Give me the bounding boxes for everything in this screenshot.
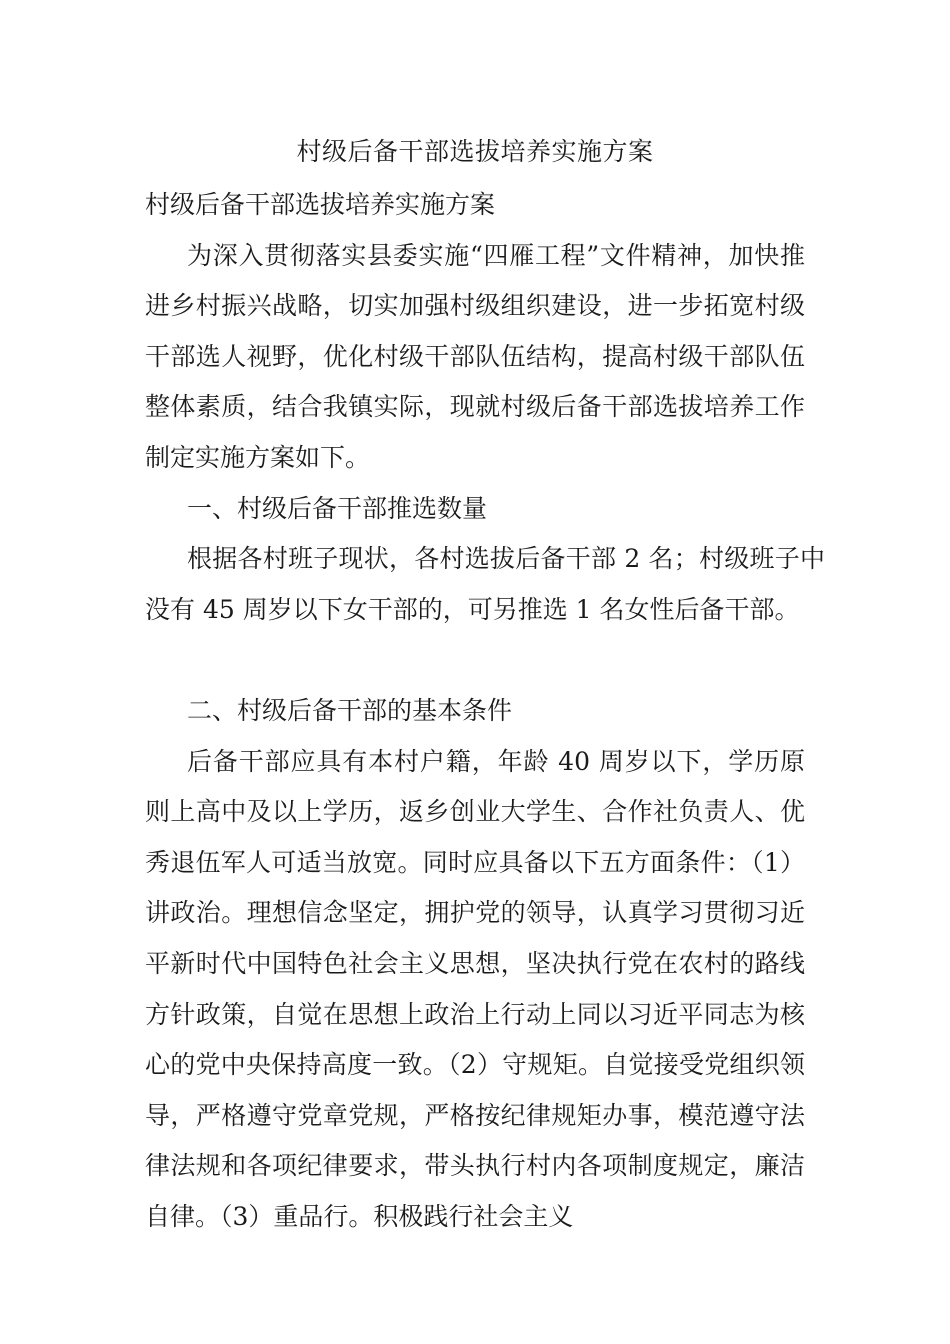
- section-heading-1: 一、村级后备干部推选数量: [187, 493, 488, 523]
- blank-line: [145, 635, 805, 686]
- document-body: [145, 180, 825, 1242]
- quantity-paragraph: 根据各村班子现状，各村选拔后备干部 2 名；村级班子中没有 45 周岁以下女干部的，可另推选 1 名女性后备干部。: [145, 544, 825, 624]
- conditions-paragraph: 后备干部应具有本村户籍，年龄 40 周岁以下，学历原则上高中及以上学历，返乡创业大学生、合作社负责人、优秀退伍军人可适当放宽。同时应具备以下五方面条件：（1）讲政治。理想信念坚定，拥护党的领导，认真学习贯彻习近平新时代中国特色社会主义思想，坚决执行党在农村的路线方针政策，自觉在思想上政治上行动上同以习近平同志为核心的党中央保持高度一致。（2）守规矩。自觉接受党组织领导，严格遵守党章党规，严格按纪律规矩办事，模范遵守法律法规和各项纪律要求，带头执行村内各项制度规定，廉洁自律。（3）重品行。积极践行社会主义: [145, 746, 805, 1231]
- document-title: 村级后备干部选拔培养实施方案: [296, 137, 654, 166]
- section-heading-2: 二、村级后备干部的基本条件: [187, 695, 513, 725]
- intro-paragraph: 为深入贯彻落实县委实施“四雁工程”文件精神，加快推进乡村振兴战略，切实加强村级组织建设，进一步拓宽村级干部选人视野，优化村级干部队伍结构，提高村级干部队伍整体素质，结合我镇实际，现就村级后备干部选拔培养工作制定实施方案如下。: [145, 240, 805, 472]
- subtitle-paragraph: 村级后备干部选拔培养实施方案: [145, 190, 496, 219]
